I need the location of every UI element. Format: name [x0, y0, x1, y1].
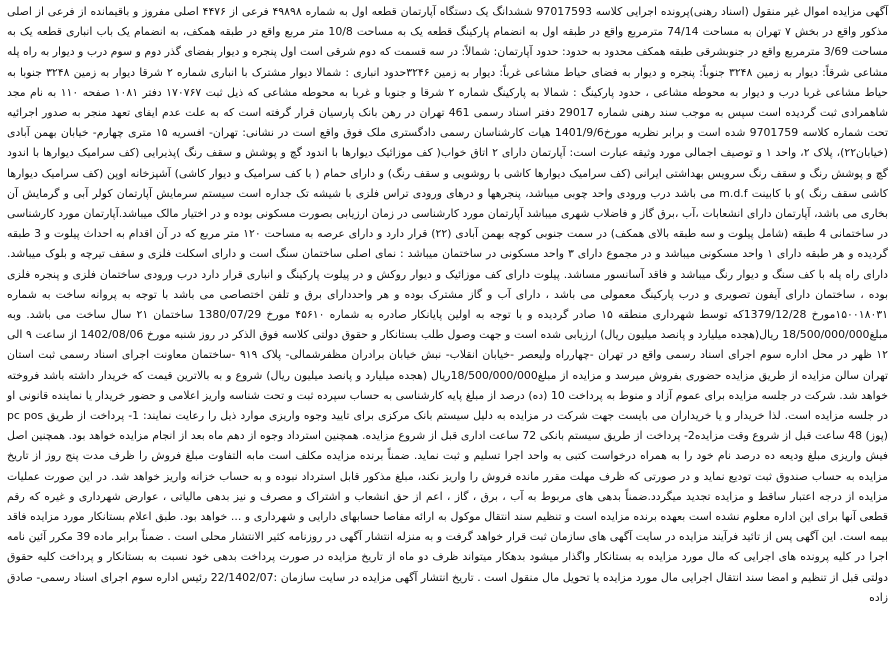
auction-notice-text: آگهی مزایده اموال غیر منقول (اسناد رهنی)پرونده اجرایی کلاسه 97017593 ششدانگ یک دستگاه آپارتمان قطعه اول به شماره ۴۹۸۹۸ فرعی از ۴۴۷۶ اصلی مفروز و باقیمانده از فرعی از اصلی مذکور واقع در بخش ۷ تهران به مساحت 74/14 مترمربع واقع در طبقه اول به انضمام پارکینگ قطعه یک به مساحت 10/8 متر مربع واقع در طبقه همکف، به انضمام یک باب انباری قطعه یک به مساحت 3/69 مترمربع واقع در جنوبشرقی طبقه همکف محدود به حدود: حدود آپارتمان: شمالاً: در سه قسمت که دوم شرقی است اول پنجره و دیوار بفضای گذر دوم و سوم درب و دیوار به راه پله مشاعی شرقاً: دیوار به زمین ۳۲۴۸ جنوباً: پنجره و دیوار به فضای حیاط مشاعی غرباً: دیوار به زمین ۳۲۴۶حدود انباری : شمالا دیوار مشترک با انباری شماره ۲ شرقا دیوار به زمین ۳۲۴۸ جنوبا به حیاط مشاعی غربا درب و دیوار به محوطه مشاعی ، حدود پارکینگ : شمالا به پارکینگ شماره ۲ شرقا و جنوبا و غربا به محوطه مشاعی که ذیل ثبت ۱۷۰۷۶۷ دفتر ۱۰۸۱ صفحه ۱۱۰ به نام مجد شاهمرادی ثبت گردیده است سپس به موجب سند رهنی شماره 29017 دفتر اسناد رسمی 461 تهران در رهن بانک پارسیان قرار گرفته است که به علت عدم ایفای تعهد منجر به صدور اجرائیه تحت شماره کلاسه 9701759 شده است و برابر نظریه مورخ1401/9/6 هیات کارشناسان رسمی دادگستری ملک فوق واقع است در نشانی: تهران- افسریه ۱۵ متری چهارم- خیابان بهمن آبادی (خیابان۲۲)، پلاک ۲، واحد ۱ و توصیف اجمالی مورد وثیقه عبارت است: آپارتمان دارای ۲ اتاق خواب( کف موزائیک دیوارها با اندود گچ و پوشش و سقف رنگ )پذیرایی (کف سرامیک دیوارها با اندود گچ و پوشش رنگ و سقف رنگ سرویس بهداشتی ایرانی (کف سرامیک دیوارها کاشی با روشویی و سقف رنگ) و دارای حمام ( با کف سرامیک و دیوار کاشی) آشپزخانه اوپن (کف سرامیک دیوارها کاشی سقف رنگ )و با کابینت m.d.f می باشد درب ورودی واحد چوبی میباشد، پنجرهها و درهای ورودی تراس فلزی با شیشه تک جداره است سیستم سرمایش آپارتمان کولر آبی و گرمایش آن بخاری می باشد، آپارتمان دارای انشعابات ،آب ،برق گاز و فاضلاب شهری میباشد آپارتمان مورد کارشناسی در زمان ارزیابی بصورت مسکونی بوده و در اختیار مالک میباشد.آپارتمان مورد کارشناسی در ساختمانی 4 طبقه (شامل پیلوت و سه طبقه بالای همکف) در سمت جنوبی کوچه بهمن آبادی (۲۲) قرار دارد و دارای عرصه به مساحت ۱۲۰ متر مربع که در آن اقدام به احداث پیلوت و 3 طبقه گردیده و هر طبقه دارای ۱ واحد مسکونی میباشد و در مجموع دارای ۳ واحد مسکونی در ساختمان میباشد : نمای اصلی ساختمان سنگ است و دارای اسکلت فلزی و سقف تیرچه و بلوک میباشد. دارای راه پله با کف سنگ و دیوار رنگ میباشد و فاقد آسانسور مساشد. پیلوت دارای کف موزائیک و دیوار روکش و در پیلوت پارکینگ و انباری قرار دارد درب ورودی ساختمان فلزی و پنجره فلزی بوده ، ساختمان دارای آیفون تصویری و درب پارکینگ معمولی می باشد ، دارای آب و گاز مشترک بوده و هر واحددارای برق و تلفن اختصاصی می باشد با توجه به پروانه ساخت به شماره ۱۵۰۰۱۸۰۳۱مورخ 1379/12/28که توسط شهرداری منطقه ۱۵ صادر گردیده و با توجه به اولین پایانکار صادره به شماره ۴۵۶۱۰ مورخ 1380/07/29 ساختمان ۲۱ سال ساخت می باشد. وبه مبلغ18/500/000/000 ریال(هجده میلیارد و پانصد میلیون ریال) ارزیابی شده است و جهت وصول طلب بستانکار و حقوق دولتی کلاسه فوق الذکر در روز شنبه مورخ 1402/08/06 از ساعت ۹ الی ۱۲ ظهر در محل اداره سوم اجرای اسناد رسمی واقع در تهران -چهارراه ولیعصر -خیابان انقلاب- نبش خیابان برادران مظفرشمالی- پلاک ۹۱۹ -ساختمان معاونت اجرای اسناد رسمی ثبت استان تهران سالن مزایده از طریق مزایده حضوری بفروش میرسد و مزایده از مبلغ18/500/000/000ریال (هجده میلیارد و پانصد میلیون ریال) شروع و به بالاترین قیمت که خریدار داشته باشد فروخته خواهد شد. شرکت در جلسه مزایده برای عموم آزاد و منوط به پرداخت 10 (ده) درصد از مبلغ پایه کارشناسی به حساب سپرده ثبت و تحت شناسه واریز اعلامی و حضور خریدار یا نماینده قانونی او در جلسه مزایده است. لذا خریدار و یا خریداران می بایست جهت شرکت در مزایده به دلیل سیستم بانک مرکزی برای تایید وجوه واریزی موارد ذیل را رعایت نمایند: 1- پرداخت از طریق pc pos (پوز) 48 ساعت قبل از شروع وقت مزایده2- پرداخت از طریق سیستم بانکی 72 ساعت اداری قبل از شروع مزایده. همچنین استرداد وجوه از دهم ماه بعد از انجام مزایده خواهد بود. همچنین اصل فیش واریزی مبلغ ودیعه ده درصد نام خود را به همراه درخواست کتبی به واحد اجرا تسلیم و ثبت نماید. ضمناً برنده مزایده مکلف است مابه التفاوت مبلغ فروش را ظرف مدت پنج روز از تاریخ مزایده به حساب صندوق ثبت تودیع نماید و در صورتی که ظرف مهلت مقرر مانده فروش را واریز نکند، مبلغ مذکور قابل استرداد نبوده و به حساب خزانه واریز خواهد شد. در این صورت عملیات مزایده از درجه اعتبار ساقط و مزایده تجدید میگردد.ضمناً بدهی های مربوط به آب ، برق ، گاز ، اعم از حق انشعاب و اشتراک و مصرف و نیز بدهی مالیاتی ، عوارض شهرداری و غیره که رقم قطعی آنها برای این اداره معلوم نشده است بعهده برنده مزایده است و تنظیم سند انتقال موکول به ارائه مفاصا حسابهای دارایی و شهرداری و ... خواهد بود. طبق اعلام بستانکار مورد مزایده فاقد بیمه است. این آگهی پس از تائید فرآیند مزایده در سایت آگهی های سازمان ثبت قرار خواهد گرفت و به منزله انتشار آگهی در روزنامه کثیر الانتشار محلی است . ضمناً برابر ماده 39 مکرر آئین نامه اجرا در کلیه پرونده های اجرایی که مال مورد مزایده به بستانکار واگذار میشود بدهکار میتواند ظرف دو ماه از تاریخ مزایده در صورت پرداخت بدهی خود نسبت به بستانکار و پرداخت کلیه حقوق دولتی قبل از تنظیم و امضا سند انتقال اجرایی مال مورد مزایده یا تحویل مال منقول است . تاریخ انتشار آگهی مزایده در سایت سازمان :22/1402/07 رئیس اداره سوم اجرای اسناد رسمی- صادق زاده — [7, 5, 889, 604]
